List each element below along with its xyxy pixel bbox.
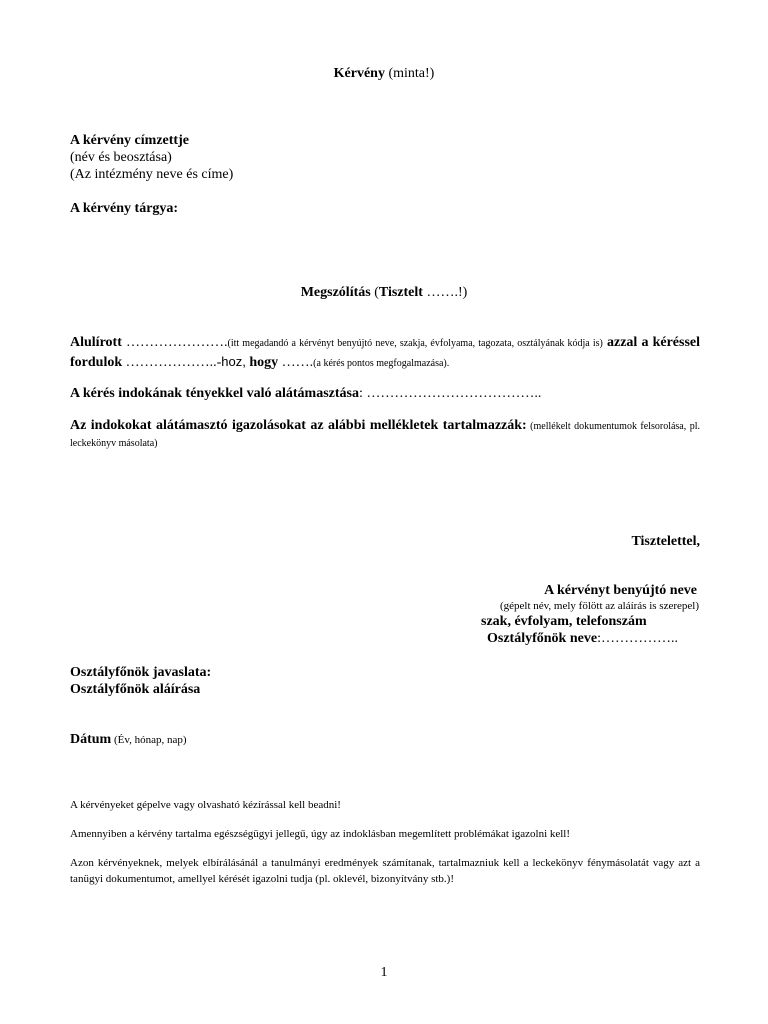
document-title (0, 66, 768, 82)
title-bold: Kérvény (333, 66, 385, 81)
teacher-signature: Osztályfőnök aláírása (70, 682, 201, 697)
attachments-note: (mellékelt dokumentumok felsorolása, pl. leckekönyv másolata) (70, 421, 700, 449)
submitter-details: szak, évfolyam, telefonszám (481, 614, 647, 629)
recipient-heading: A kérvény címzettje (70, 133, 189, 148)
note-3: Azon kérvényeknek, melyek elbírálásánál a tanulmányi eredmények számítanak, tartalmazniuk kell a leckekönyv fénymásolatát vagy azt a tanügyi dokumentumot, amellyel kérését igazolni tudja (pl. oklevél, bizonyítvány stb.)! (70, 857, 700, 885)
teacher-proposal: Osztályfőnök javaslata: (70, 665, 212, 680)
teacher-name-dots: :…………….. (597, 631, 678, 646)
closing-greeting: Tisztelettel, (631, 534, 700, 549)
p1-dots-2: ………………..- (122, 355, 222, 370)
date-note: (Év, hónap, nap) (111, 734, 187, 746)
attachments-paragraph (70, 418, 700, 452)
recipient-line-1: (név és beosztása) (70, 150, 172, 165)
p1-bold-request: azzal a kéréssel fordulok (70, 335, 701, 370)
p1-note-2: (a kérés pontos megfogalmazása). (313, 358, 450, 369)
submitter-note: (gépelt név, mely fölött az aláírás is szerepel) (499, 600, 699, 612)
p1-dots-1: …………………. (121, 335, 228, 350)
p1-hogy: hogy (245, 355, 279, 370)
note-1: A kérvényeket gépelve vagy olvasható kézírással kell beadni! (70, 799, 341, 811)
subject-heading: A kérvény tárgya: (70, 201, 179, 216)
date-label: Dátum (70, 732, 112, 747)
request-paragraph (70, 334, 700, 373)
salutation-paren: ( (370, 285, 379, 300)
salutation-label: Megszólítás (300, 285, 371, 300)
submitter-name: A kérvényt benyújtó neve (544, 583, 697, 598)
p1-alulirott: Alulírott (70, 335, 122, 350)
salutation (0, 285, 768, 301)
teacher-name-label: Osztályfőnök neve (487, 631, 598, 646)
p1-hoz: hoz, (221, 354, 246, 369)
page-number: 1 (380, 965, 388, 980)
p1-note-1: (itt megadandó a kérvényt benyújtó neve, szakja, évfolyama, tagozata, osztályának kódja is) (227, 338, 603, 349)
date-line (70, 732, 187, 748)
salutation-tisztelt: Tisztelt (378, 285, 423, 300)
justification-heading: A kérés indokának tényekkel való alátámasztása (70, 386, 359, 401)
justification-dots: : ……………………………….. (358, 386, 542, 401)
note-2: Amennyiben a kérvény tartalma egészségügyi jellegű, úgy az indoklásban megemlített problémákat igazolni kell! (70, 828, 571, 840)
teacher-name-line (487, 631, 678, 647)
recipient-line-2: (Az intézmény neve és címe) (70, 167, 234, 182)
salutation-dots: …….!) (422, 285, 468, 300)
title-normal: (minta!) (384, 66, 435, 81)
p1-dots-3: ……. (278, 355, 314, 370)
justification-line (70, 386, 541, 402)
attachments-heading: Az indokokat alátámasztó igazolásokat az alábbi mellékletek tartalmazzák: (70, 418, 527, 433)
